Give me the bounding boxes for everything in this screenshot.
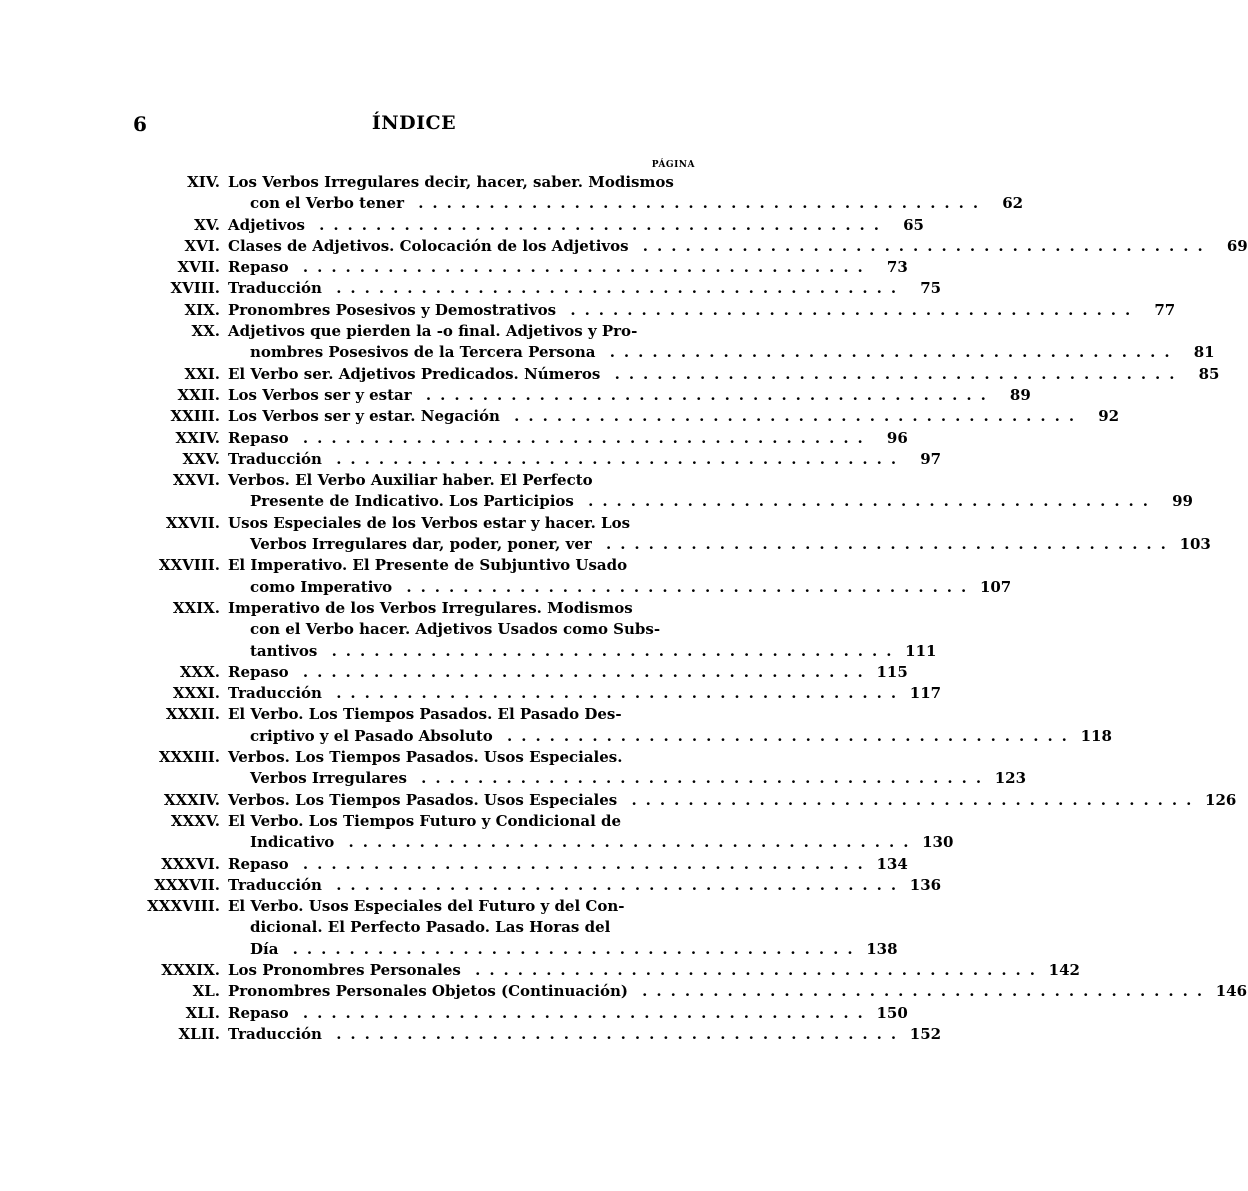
chapter-title-line: Adjetivos que pierden la -o final. Adjetivos y Pro- bbox=[228, 322, 638, 341]
page-ref: 75 bbox=[920, 279, 942, 298]
dot-leader: ........................................ bbox=[403, 194, 988, 213]
chapter-title bbox=[228, 811, 917, 854]
chapter-title-line: Verbos Irregulares ........................................ bbox=[250, 769, 991, 788]
dot-leader: ........................................ bbox=[411, 385, 995, 404]
dot-leader: ........................................ bbox=[591, 535, 1175, 554]
chapter-title bbox=[228, 449, 905, 470]
dot-leader: ........................................ bbox=[628, 236, 1212, 255]
dot-leader: ........................................ bbox=[556, 300, 1140, 319]
chapter-title-line: Repaso ........................................ bbox=[228, 258, 872, 277]
chapter-title bbox=[228, 854, 872, 875]
dot-leader: ........................................ bbox=[627, 982, 1212, 1001]
chapter-title bbox=[228, 300, 1139, 321]
page-ref: 152 bbox=[909, 1024, 942, 1043]
page-ref: 118 bbox=[1080, 726, 1112, 745]
page-header bbox=[133, 112, 695, 138]
toc-entry bbox=[120, 662, 908, 683]
chapter-number: XL. bbox=[192, 982, 220, 1001]
toc-entry bbox=[120, 811, 954, 854]
dot-leader: ........................................ bbox=[278, 939, 862, 958]
toc-entry bbox=[120, 470, 1193, 513]
chapter-title bbox=[228, 790, 1200, 811]
chapter-title bbox=[228, 321, 1179, 364]
chapter-title-line: Imperativo de los Verbos Irregulares. Modismos bbox=[228, 598, 633, 617]
chapter-title-line: dicional. El Perfecto Pasado. Las Horas del bbox=[250, 918, 611, 937]
chapter-title-line: Verbos. Los Tiempos Pasados. Usos Especiales. bbox=[228, 748, 623, 767]
page-ref: 89 bbox=[1009, 385, 1031, 404]
dot-leader: ........................................ bbox=[573, 492, 1157, 511]
chapter-number: XXI. bbox=[184, 364, 220, 383]
chapter-title-line: El Verbo. Usos Especiales del Futuro y del Con- bbox=[228, 897, 625, 916]
chapter-number: XXXIII. bbox=[158, 748, 220, 767]
chapter-number: XXVIII. bbox=[158, 556, 220, 575]
chapter-title bbox=[228, 172, 987, 215]
chapter-title bbox=[228, 704, 1076, 747]
pagina-column-label: PÁGINA bbox=[651, 160, 695, 170]
chapter-title-line: Pronombres Personales Objetos (Continuación) ........................................ bbox=[228, 982, 1212, 1001]
chapter-title bbox=[228, 981, 1211, 1002]
chapter-title-line: criptivo y el Pasado Absoluto ........................................ bbox=[250, 726, 1076, 745]
page-ref: 65 bbox=[903, 215, 924, 234]
chapter-number: XXX. bbox=[179, 662, 220, 681]
chapter-title-line: con el Verbo tener ........................................ bbox=[250, 194, 988, 213]
page-ref: 134 bbox=[876, 854, 908, 873]
chapter-title bbox=[228, 236, 1212, 257]
page-ref: 92 bbox=[1098, 407, 1120, 426]
chapter-title-line: Repaso ........................................ bbox=[228, 1003, 872, 1022]
dot-leader: ........................................ bbox=[406, 769, 991, 788]
dot-leader: ........................................ bbox=[499, 407, 1084, 426]
chapter-title-line: Repaso ........................................ bbox=[228, 854, 872, 873]
page-ref: 103 bbox=[1179, 535, 1211, 554]
chapter-number: XXIX. bbox=[172, 598, 220, 617]
chapter-number: XLI. bbox=[185, 1003, 220, 1022]
chapter-title bbox=[228, 747, 990, 790]
dot-leader: ........................................ bbox=[334, 833, 918, 852]
chapter-title-line: Repaso ........................................ bbox=[228, 662, 872, 681]
toc-entry bbox=[120, 321, 1215, 364]
page-ref: 77 bbox=[1154, 300, 1176, 319]
chapter-number: XXV. bbox=[182, 449, 220, 468]
chapter-title-line: Verbos Irregulares dar, poder, poner, ver ........................................ bbox=[250, 535, 1175, 554]
chapter-title bbox=[228, 428, 872, 449]
chapter-title-line: tantivos ........................................ bbox=[250, 641, 901, 660]
page-ref: 85 bbox=[1198, 364, 1220, 383]
chapter-number: XVI. bbox=[184, 236, 220, 255]
chapter-title bbox=[228, 385, 995, 406]
chapter-number: XXXVI. bbox=[161, 854, 220, 873]
page-ref: 146 bbox=[1215, 982, 1248, 1001]
chapter-number: XXXI. bbox=[172, 684, 220, 703]
toc-entry bbox=[120, 428, 908, 449]
chapter-title bbox=[228, 257, 872, 278]
chapter-title-line: Indicativo ........................................ bbox=[250, 833, 918, 852]
dot-leader: ........................................ bbox=[392, 577, 976, 596]
toc-entry bbox=[120, 278, 942, 299]
chapter-number: XLII. bbox=[178, 1024, 220, 1043]
chapter-number: XXIV. bbox=[175, 428, 220, 447]
chapter-title bbox=[228, 662, 872, 683]
chapter-title-line: Traducción ........................................ bbox=[228, 684, 906, 703]
page-ref: 130 bbox=[922, 833, 954, 852]
toc-entry bbox=[120, 300, 1176, 321]
page-ref: 97 bbox=[920, 449, 942, 468]
dot-leader: ........................................ bbox=[321, 875, 906, 894]
toc-entry bbox=[120, 555, 1012, 598]
toc-entry bbox=[120, 215, 924, 236]
chapter-number: XXXIX. bbox=[161, 960, 220, 979]
dot-leader: ........................................ bbox=[321, 1024, 906, 1043]
dot-leader: ........................................ bbox=[288, 662, 872, 681]
chapter-number: XXXV. bbox=[170, 811, 220, 830]
table-of-contents bbox=[120, 172, 1248, 1045]
dot-leader: ........................................ bbox=[460, 960, 1044, 979]
chapter-title-line: nombres Posesivos de la Tercera Persona ........................................ bbox=[250, 343, 1179, 362]
dot-leader: ........................................ bbox=[317, 641, 901, 660]
dot-leader: ........................................ bbox=[617, 790, 1201, 809]
toc-entry bbox=[120, 172, 1024, 215]
chapter-number: XIX. bbox=[184, 300, 220, 319]
page-ref: 142 bbox=[1048, 960, 1080, 979]
chapter-title bbox=[228, 1024, 905, 1045]
dot-leader: ........................................ bbox=[321, 279, 906, 298]
chapter-number: XXXVII. bbox=[154, 875, 220, 894]
toc-entry bbox=[120, 364, 1220, 385]
chapter-title-line: Traducción ........................................ bbox=[228, 875, 906, 894]
toc-entry bbox=[120, 257, 908, 278]
chapter-number: XXXVIII. bbox=[147, 897, 220, 916]
chapter-number: XXIII. bbox=[170, 407, 220, 426]
chapter-number: XXII. bbox=[177, 385, 220, 404]
chapter-title bbox=[228, 513, 1175, 556]
toc-entry bbox=[120, 1024, 942, 1045]
chapter-number: XV. bbox=[194, 215, 220, 234]
page-ref: 62 bbox=[1002, 194, 1024, 213]
chapter-title-line: como Imperativo ........................................ bbox=[250, 577, 976, 596]
page-ref: 117 bbox=[909, 684, 942, 703]
toc-entry bbox=[120, 896, 898, 960]
dot-leader: ........................................ bbox=[321, 449, 906, 468]
chapter-title-line: Clases de Adjetivos. Colocación de los Adjetivos ........................................ bbox=[228, 236, 1212, 255]
page-ref: 111 bbox=[905, 641, 937, 660]
chapter-title-line: Los Verbos ser y estar ........................................ bbox=[228, 385, 995, 404]
chapter-number: XVII. bbox=[177, 258, 220, 277]
dot-leader: ........................................ bbox=[595, 343, 1179, 362]
page-title: ÍNDICE bbox=[371, 112, 457, 134]
chapter-title-line: Traducción ........................................ bbox=[228, 1024, 906, 1043]
dot-leader: ........................................ bbox=[304, 215, 888, 234]
chapter-title-line: Traducción ........................................ bbox=[228, 449, 906, 468]
page-ref: 99 bbox=[1172, 492, 1193, 511]
chapter-title bbox=[228, 960, 1044, 981]
toc-entry bbox=[120, 385, 1031, 406]
toc-entry bbox=[120, 683, 942, 704]
toc-entry bbox=[120, 1003, 908, 1024]
chapter-title-line: con el Verbo hacer. Adjetivos Usados como Subs- bbox=[250, 620, 661, 639]
dot-leader: ........................................ bbox=[321, 684, 906, 703]
page-ref: 69 bbox=[1226, 236, 1248, 255]
toc-entry bbox=[120, 406, 1120, 427]
chapter-title-line: Presente de Indicativo. Los Participios ........................................ bbox=[250, 492, 1157, 511]
page-ref: 73 bbox=[886, 258, 908, 277]
dot-leader: ........................................ bbox=[600, 364, 1184, 383]
toc-entry bbox=[120, 513, 1211, 556]
page-ref: 150 bbox=[876, 1003, 908, 1022]
chapter-title-line: El Verbo ser. Adjetivos Predicados. Números ........................................ bbox=[228, 364, 1184, 383]
dot-leader: ........................................ bbox=[288, 1003, 872, 1022]
chapter-title bbox=[228, 278, 905, 299]
page-ref: 107 bbox=[979, 577, 1012, 596]
chapter-number: XXXIV. bbox=[163, 790, 220, 809]
dot-leader: ........................................ bbox=[492, 726, 1076, 745]
chapter-title bbox=[228, 406, 1083, 427]
chapter-title bbox=[228, 470, 1157, 513]
chapter-number: XX. bbox=[191, 322, 220, 341]
chapter-title bbox=[228, 1003, 872, 1024]
page-ref: 136 bbox=[909, 875, 942, 894]
chapter-title bbox=[228, 555, 975, 598]
toc-entry bbox=[120, 449, 942, 470]
toc-entry bbox=[120, 598, 937, 662]
chapter-number: XVIII. bbox=[170, 279, 220, 298]
chapter-number: XXXII. bbox=[165, 705, 220, 724]
chapter-title bbox=[228, 598, 900, 662]
toc-entry bbox=[120, 981, 1248, 1002]
page-number: 6 bbox=[133, 112, 147, 136]
toc-entry bbox=[120, 236, 1248, 257]
chapter-title bbox=[228, 875, 905, 896]
chapter-title-line: El Verbo. Los Tiempos Pasados. El Pasado Des- bbox=[228, 705, 622, 724]
toc-entry bbox=[120, 747, 1027, 790]
page-ref: 115 bbox=[876, 662, 908, 681]
page-ref: 138 bbox=[866, 939, 898, 958]
dot-leader: ........................................ bbox=[288, 428, 872, 447]
chapter-title bbox=[228, 896, 862, 960]
chapter-title-line: Adjetivos ........................................ bbox=[228, 215, 888, 234]
chapter-title bbox=[228, 215, 888, 236]
page-ref: 81 bbox=[1193, 343, 1215, 362]
toc-entry bbox=[120, 704, 1112, 747]
chapter-title-line: Traducción ........................................ bbox=[228, 279, 906, 298]
chapter-number: XXVI. bbox=[172, 471, 220, 490]
toc-entry bbox=[120, 790, 1237, 811]
page-ref: 126 bbox=[1205, 790, 1237, 809]
chapter-title-line: Los Verbos ser y estar. Negación ........................................ bbox=[228, 407, 1084, 426]
dot-leader: ........................................ bbox=[288, 258, 872, 277]
page-ref: 123 bbox=[994, 769, 1027, 788]
toc-entry bbox=[120, 960, 1080, 981]
toc-entry bbox=[120, 875, 942, 896]
chapter-title-line: El Imperativo. El Presente de Subjuntivo Usado bbox=[228, 556, 628, 575]
chapter-title-line: Verbos. El Verbo Auxiliar haber. El Perfecto bbox=[228, 471, 593, 490]
chapter-number: XXVII. bbox=[165, 513, 220, 532]
chapter-title-line: Pronombres Posesivos y Demostrativos ........................................ bbox=[228, 300, 1140, 319]
chapter-title-line: Usos Especiales de los Verbos estar y hacer. Los bbox=[228, 513, 631, 532]
chapter-title-line: Verbos. Los Tiempos Pasados. Usos Especiales ........................................ bbox=[228, 790, 1201, 809]
toc-entry bbox=[120, 854, 908, 875]
chapter-title-line: Repaso ........................................ bbox=[228, 428, 872, 447]
page-ref: 96 bbox=[886, 428, 908, 447]
dot-leader: ........................................ bbox=[288, 854, 872, 873]
chapter-number: XIV. bbox=[187, 173, 220, 191]
chapter-title-line: Los Verbos Irregulares decir, hacer, saber. Modismos bbox=[228, 173, 674, 191]
chapter-title bbox=[228, 683, 905, 704]
chapter-title-line: Día ........................................ bbox=[250, 939, 862, 958]
chapter-title bbox=[228, 364, 1184, 385]
chapter-title-line: El Verbo. Los Tiempos Futuro y Condicional de bbox=[228, 811, 622, 830]
chapter-title-line: Los Pronombres Personales ........................................ bbox=[228, 960, 1044, 979]
